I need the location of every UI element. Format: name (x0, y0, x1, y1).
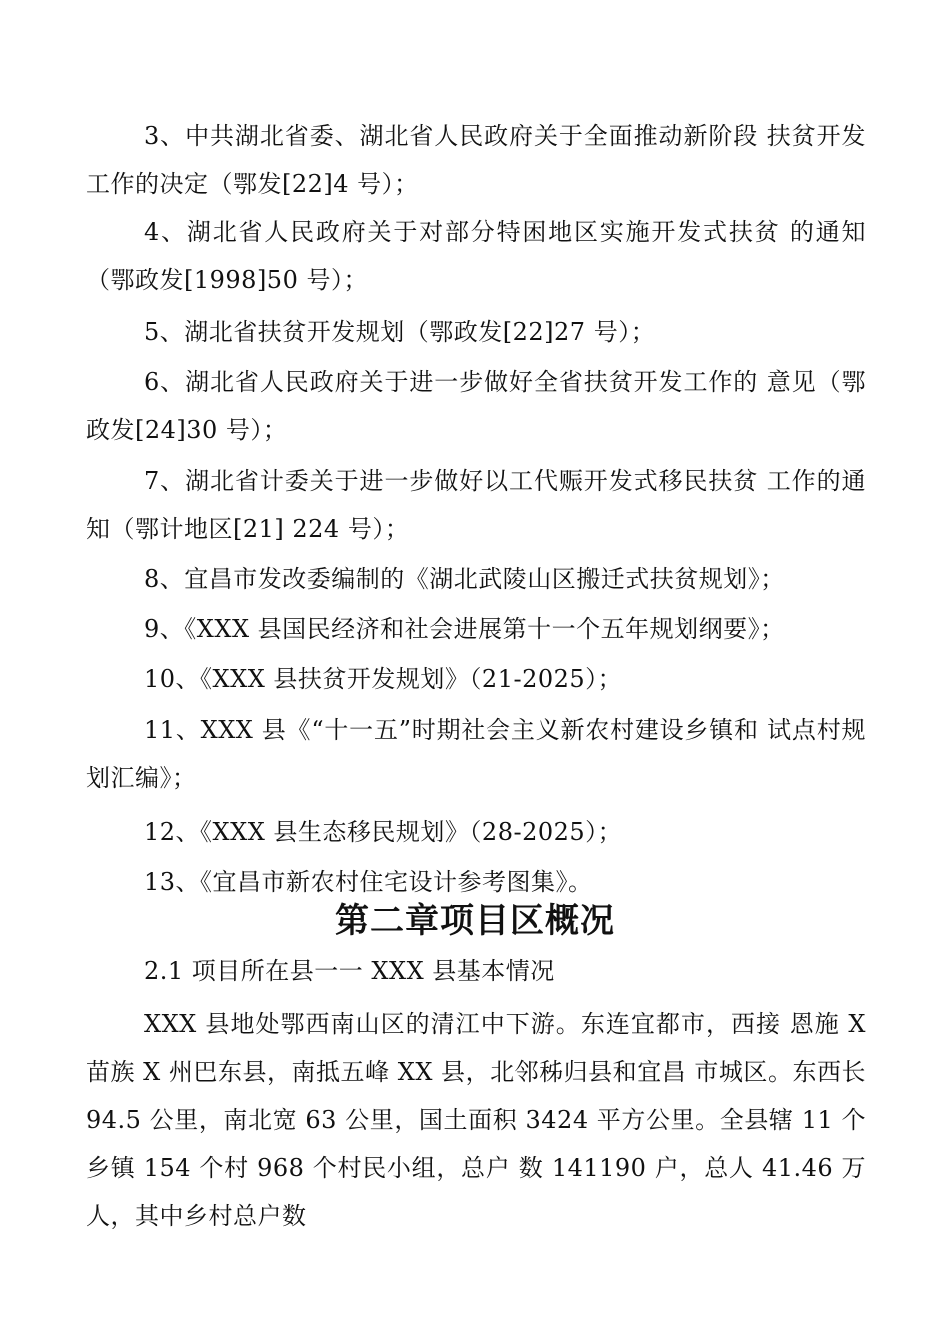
list-item-10: 10、《XXX 县扶贫开发规划》（21-2025）； (144, 665, 623, 693)
section-heading: 2.1 项目所在县一一 XXX 县基本情况 (144, 957, 555, 985)
list-item-13: 13、《宜昌市新农村住宅设计参考图集》。 (144, 868, 593, 896)
chapter-title: 第二章项目区概况 (335, 901, 615, 941)
list-item-11: 11、XXX 县《“十一五”时期社会主义新农村建设乡镇和 试点村规划汇编》； (86, 716, 866, 792)
list-item-3: 3、中共湖北省委、湖北省人民政府关于全面推动新阶段 扶贫开发工作的决定（鄂发[22]4 号）； (86, 122, 866, 198)
list-item-8: 8、宜昌市发改委编制的《湖北武陵山区搬迁式扶贫规划》； (144, 565, 785, 593)
list-item-4: 4、湖北省人民政府关于对部分特困地区实施开发式扶贫 的通知（鄂政发[1998]50 号）； (86, 218, 866, 294)
body-paragraph: XXX 县地处鄂西南山区的清江中下游。东连宜都市，西接 恩施 X 苗族 X 州巴东县，南抵五峰 XX 县，北邻秭归县和宜昌 市城区。东西长 94.5 公里，南北宽 63 公里，国土面积 3424 平方公里。全县辖 11 个乡镇 154 个村 968 个村民小组，总户 数 141190 户，总人 41.46 万人，其中乡村总户数 (86, 1010, 866, 1230)
list-item-6: 6、湖北省人民政府关于进一步做好全省扶贫开发工作的 意见（鄂政发[24]30 号）； (86, 368, 866, 444)
list-item-5: 5、湖北省扶贫开发规划（鄂政发[22]27 号）； (144, 318, 656, 346)
list-item-9: 9、《XXX 县国民经济和社会进展第十一个五年规划纲要》； (144, 615, 785, 643)
list-item-7: 7、湖北省计委关于进一步做好以工代赈开发式移民扶贫 工作的通知（鄂计地区[21] 224 号）； (86, 467, 866, 543)
list-item-12: 12、《XXX 县生态移民规划》（28-2025）； (144, 818, 623, 846)
